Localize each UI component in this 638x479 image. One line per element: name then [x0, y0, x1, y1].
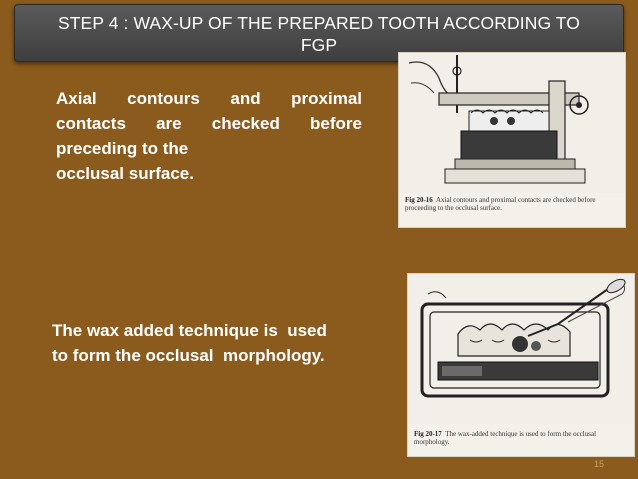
paragraph-line: preceding to the	[56, 139, 189, 158]
paragraph-line: occlusal surface.	[56, 164, 194, 183]
figure-caption-text: The wax-added technique is used to form the occlusal morphology.	[414, 430, 597, 446]
page-number: 15	[593, 459, 604, 469]
paragraph-line: contacts are checked before	[56, 114, 362, 133]
figure-label: Fig 20-17	[414, 430, 442, 438]
wax-up-articulator-illustration	[399, 53, 625, 193]
slide-title-line-1: STEP 4 : WAX-UP OF THE PREPARED TOOTH ACCORDING TO	[57, 13, 580, 33]
paragraph-wax-added	[52, 318, 372, 368]
paragraph-line: The wax added technique is used	[52, 321, 327, 340]
paragraph-line: to form the occlusal morphology.	[52, 346, 325, 365]
paragraph-line: Axial contours and proximal	[56, 89, 362, 108]
paragraph-axial-contours	[56, 86, 362, 186]
figure-caption	[414, 430, 628, 446]
figure-20-17	[407, 273, 635, 457]
figure-20-16	[398, 52, 626, 228]
figure-label: Fig 20-16	[405, 196, 433, 204]
figure-caption	[405, 196, 619, 212]
wax-added-technique-illustration	[408, 274, 634, 424]
slide-title-line-2: FGP	[300, 35, 338, 55]
figure-caption-text: Axial contours and proximal contacts are checked before proceeding to the occlusal surface.	[405, 196, 596, 212]
